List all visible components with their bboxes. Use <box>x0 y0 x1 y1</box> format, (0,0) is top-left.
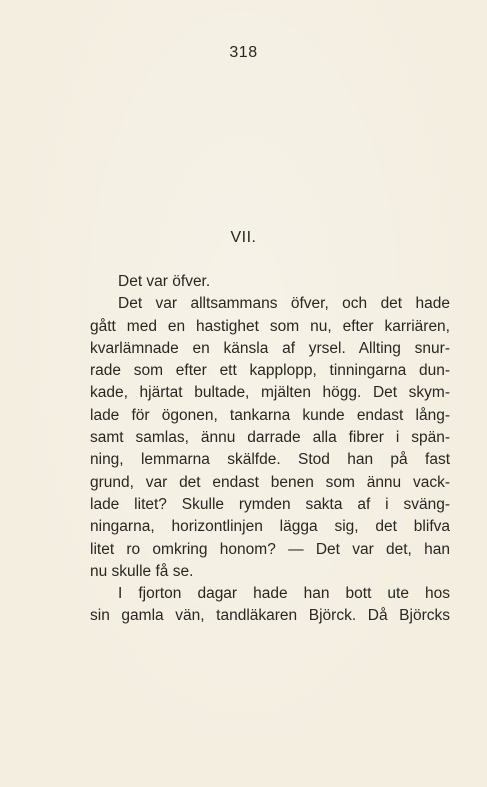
text-line: Det var alltsammans öfver, och det hade <box>118 295 450 313</box>
text-line: ning, lemmarna skälfde. Stod han på fast <box>90 451 450 469</box>
text-line: kvarlämnade en känsla af yrsel. Allting snur- <box>90 339 450 357</box>
text-line: lade för ögonen, tankarna kunde endast lång- <box>90 406 450 424</box>
text-line: kade, hjärtat bultade, mjälten högg. Det skym- <box>90 384 450 402</box>
text-line: nu skulle få se. <box>90 562 194 580</box>
body-text <box>90 271 450 628</box>
chapter-heading: VII. <box>230 229 257 246</box>
text-line: sin gamla vän, tandläkaren Björck. Då Björcks <box>90 607 450 625</box>
text-line: Det var öfver. <box>118 273 211 290</box>
text-line: I fjorton dagar hade han bott ute hos <box>118 585 450 603</box>
text-line: gått med en hastighet som nu, efter karriären, <box>90 317 450 335</box>
text-line: grund, var det endast benen som ännu vack- <box>90 473 450 491</box>
text-line: ningarna, horizontlinjen lägga sig, det blifva <box>90 518 450 536</box>
text-line: litet ro omkring honom? — Det var det, han <box>90 540 450 558</box>
page-number: 318 <box>229 44 258 61</box>
text-line: rade som efter ett kapplopp, tinningarna dun- <box>90 362 450 380</box>
text-line: lade litet? Skulle rymden sakta af i sväng- <box>90 495 450 513</box>
text-line: samt samlas, ännu darrade alla fibrer i spän- <box>90 429 450 447</box>
